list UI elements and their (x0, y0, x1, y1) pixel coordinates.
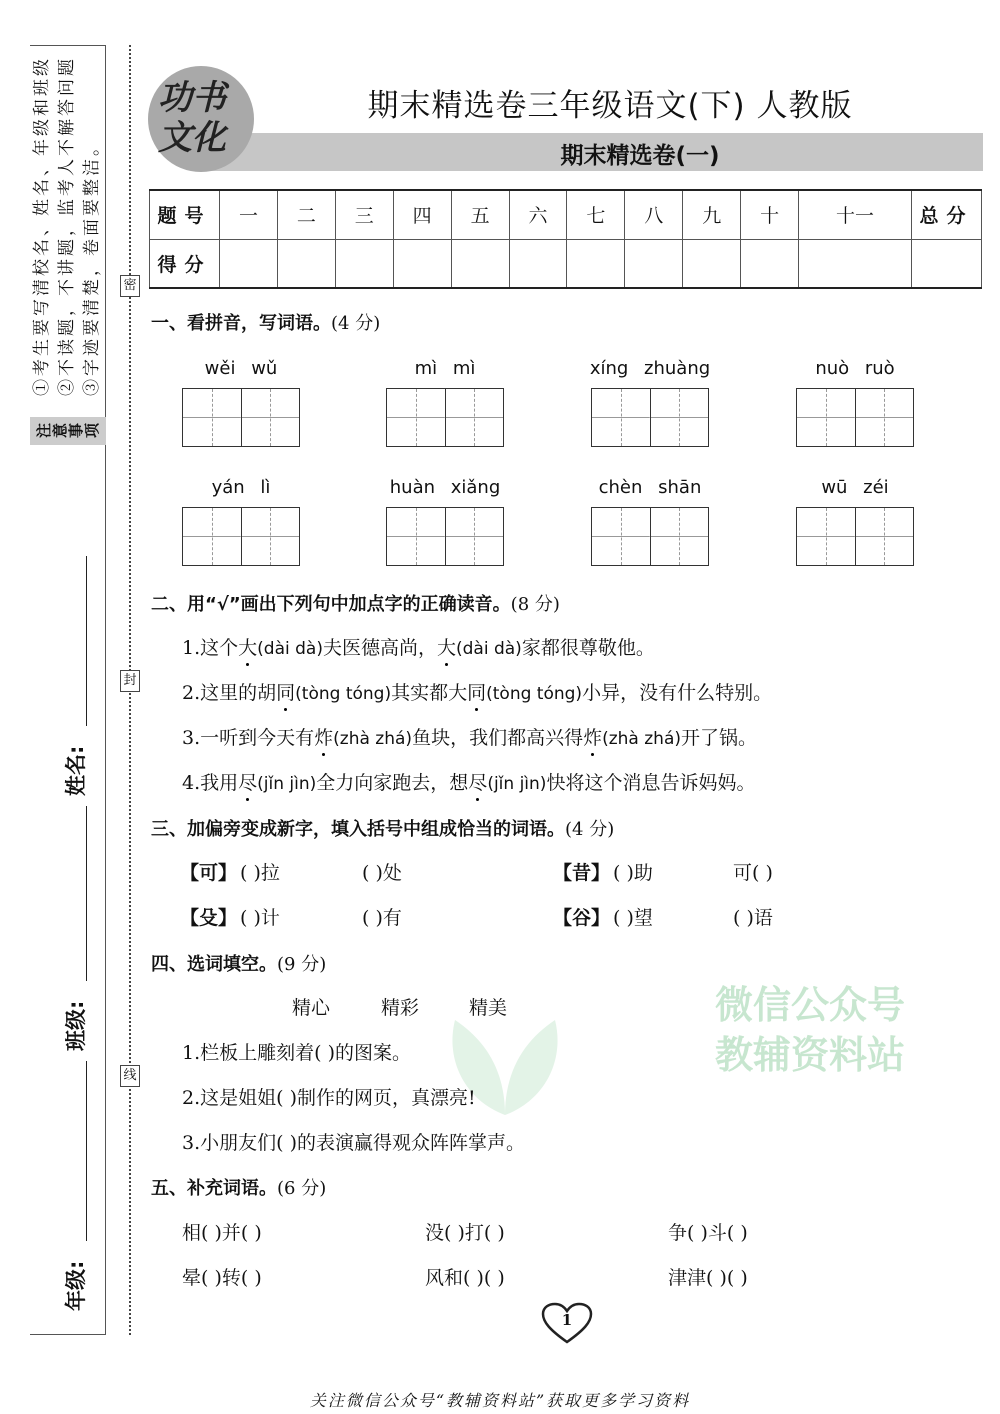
col-header: 二 (277, 190, 335, 239)
page-subtitle: 期末精选卷(一) (560, 143, 720, 169)
grid-cell[interactable] (651, 508, 709, 565)
score-cell[interactable] (220, 239, 278, 288)
grid-cell[interactable] (387, 389, 446, 446)
fill-blank[interactable]: ( )计 (240, 907, 280, 929)
publisher-logo (148, 66, 254, 172)
col-header: 九 (683, 190, 741, 239)
grid-cell[interactable] (183, 508, 242, 565)
pinyin-prompt: mì mì (414, 358, 476, 379)
sentence-text: 4.我用 (182, 772, 239, 794)
grid-cell[interactable] (446, 389, 504, 446)
pinyin-prompt: xíng zhuàng (589, 358, 711, 379)
word-option: 精心 (292, 997, 331, 1019)
fill-blank[interactable]: ( )处 (362, 862, 402, 884)
writing-grid[interactable] (182, 507, 300, 566)
section-5-title (151, 1174, 326, 1200)
pinyin-choice[interactable]: (zhà zhá) (333, 729, 413, 749)
radical-key: 【殳】 (180, 907, 238, 929)
col-header: 一 (220, 190, 278, 239)
grid-cell[interactable] (856, 508, 914, 565)
name-input-line[interactable] (86, 556, 87, 726)
dotted-char: 同 (276, 682, 296, 704)
footer-note: 关注微信公众号“教辅资料站”获取更多学习资料 (309, 1391, 691, 1410)
score-table (149, 189, 982, 289)
pinyin-choice[interactable]: (dài dà) (456, 639, 522, 659)
writing-grid[interactable] (591, 507, 709, 566)
note-2: ②不读题，不讲题，监考人不解答问题 (57, 56, 77, 396)
grade-input-line[interactable] (86, 1061, 87, 1241)
pinyin-prompt: huàn xiǎng (389, 477, 501, 498)
grid-cell[interactable] (242, 389, 300, 446)
section-title-text: 四、选词填空。 (151, 954, 277, 975)
sentence-text: 小异，没有什么特别。 (582, 682, 773, 704)
col-header: 三 (335, 190, 393, 239)
radical-key: 【谷】 (553, 907, 611, 929)
score-cell[interactable] (625, 239, 683, 288)
grid-cell[interactable] (797, 389, 856, 446)
grid-cell[interactable] (183, 389, 242, 446)
dotted-char: 炸 (314, 727, 334, 749)
fill-blank[interactable]: ( )望 (613, 907, 653, 929)
fill-blank[interactable]: ( )助 (613, 862, 653, 884)
radical-key: 【昔】 (553, 862, 611, 884)
grade-label: 年级: (64, 1260, 88, 1311)
notes-label: 注意事项 (30, 417, 106, 445)
grid-cell[interactable] (856, 389, 914, 446)
name-label: 姓名: (64, 745, 88, 796)
fill-blank[interactable]: ( )语 (733, 907, 773, 929)
col-header: 十 (741, 190, 799, 239)
fill-sentence[interactable]: 2.这是姐姐( )制作的网页，真漂亮! (182, 1087, 476, 1109)
class-input-line[interactable] (86, 806, 87, 981)
page-title: 期末精选卷三年级语文(下) 人教版 (367, 88, 853, 124)
row-label: 得分 (150, 239, 220, 288)
grid-cell[interactable] (651, 389, 709, 446)
grid-cell[interactable] (592, 508, 651, 565)
dotted-char: 尽 (238, 772, 258, 794)
pinyin-choice[interactable]: (jǐn jìn) (257, 774, 317, 794)
dotted-char: 尽 (468, 772, 488, 794)
watermark-line-1: 微信公众号 (714, 983, 905, 1027)
grid-cell[interactable] (242, 508, 300, 565)
score-cell[interactable] (335, 239, 393, 288)
pinyin-choice[interactable]: (dài dà) (257, 639, 323, 659)
grid-cell[interactable] (797, 508, 856, 565)
sentence-text: 快将这个消息告诉妈妈。 (546, 772, 756, 794)
score-cell[interactable] (451, 239, 509, 288)
watermark (680, 980, 940, 1080)
section-points: (6 分) (277, 1178, 327, 1199)
score-cell[interactable] (277, 239, 335, 288)
col-header: 六 (509, 190, 567, 239)
word-option: 精美 (469, 997, 508, 1019)
section-1-title (151, 309, 380, 335)
pinyin-choice[interactable]: (tòng tóng) (486, 684, 583, 704)
pinyin-choice[interactable]: (tòng tóng) (295, 684, 392, 704)
section-points: (4 分) (565, 819, 615, 840)
idiom-blank[interactable]: 风和( )( ) (425, 1267, 505, 1289)
table-row (150, 190, 982, 239)
section-title-text: 三、加偏旁变成新字，填入括号中组成恰当的词语。 (151, 819, 565, 840)
section-title-text: 二、用“√”画出下列句中加点字的正确读音。 (151, 594, 511, 615)
section-points: (4 分) (331, 313, 381, 334)
logo-line-1: 功书 (158, 78, 226, 118)
sentence-text: 鱼块，我们都高兴得 (412, 727, 584, 749)
pinyin-prompt: chèn shān (598, 477, 702, 498)
score-cell[interactable] (799, 239, 912, 288)
grid-cell[interactable] (387, 508, 446, 565)
col-header: 八 (625, 190, 683, 239)
score-cell[interactable] (393, 239, 451, 288)
idiom-blank[interactable]: 晕( )转( ) (182, 1267, 262, 1289)
sentence-text: 其实都大 (391, 682, 468, 704)
sentence-text: 1.这个 (182, 637, 239, 659)
sentence-text: 2.这里的胡 (182, 682, 277, 704)
section-points: (8 分) (510, 594, 560, 615)
section-title-text: 五、补充词语。 (151, 1178, 277, 1199)
idiom-blank[interactable]: 津津( )( ) (668, 1267, 748, 1289)
writing-grid[interactable] (591, 388, 709, 447)
idiom-blank[interactable]: 争( )斗( ) (668, 1222, 748, 1244)
seal-feng: 封 (120, 670, 140, 692)
col-header: 十一 (799, 190, 912, 239)
score-cell[interactable] (567, 239, 625, 288)
section-4-title (151, 950, 326, 976)
dotted-char: 大 (436, 637, 456, 659)
grid-cell[interactable] (446, 508, 504, 565)
table-row (150, 239, 982, 288)
score-cell[interactable] (683, 239, 741, 288)
score-cell[interactable] (912, 239, 982, 288)
sentence-text: 全力向家跑去，想 (316, 772, 469, 794)
logo-line-2: 文化 (158, 118, 226, 158)
question-line (182, 768, 755, 795)
fill-sentence[interactable]: 1.栏板上雕刻着( )的图案。 (182, 1042, 411, 1064)
score-cell[interactable] (741, 239, 799, 288)
note-3: ③字迹要清楚，卷面要整洁。 (82, 136, 102, 396)
col-header: 五 (451, 190, 509, 239)
pinyin-choice[interactable]: (jǐn jìn) (487, 774, 547, 794)
fill-sentence[interactable]: 3.小朋友们( )的表演赢得观众阵阵掌声。 (182, 1132, 525, 1154)
idiom-blank[interactable]: 相( )并( ) (182, 1222, 262, 1244)
section-title-text: 一、看拼音，写词语。 (151, 313, 331, 334)
question-line (182, 678, 772, 705)
fill-blank[interactable]: ( )拉 (240, 862, 280, 884)
row-label: 题号 (150, 190, 220, 239)
writing-grid[interactable] (386, 388, 504, 447)
score-cell[interactable] (509, 239, 567, 288)
question-line (182, 723, 757, 750)
pinyin-prompt: nuò ruò (815, 358, 895, 379)
sentence-text: 开了锅。 (681, 727, 758, 749)
col-header: 总分 (912, 190, 982, 239)
seal-mi: 密 (120, 275, 140, 297)
class-label: 班级: (64, 1000, 88, 1051)
writing-grid[interactable] (182, 388, 300, 447)
idiom-blank[interactable]: 没( )打( ) (425, 1222, 505, 1244)
student-info-sidebar (30, 45, 106, 1335)
radical-key: 【可】 (180, 862, 238, 884)
sentence-text: 3.一听到今天有 (182, 727, 315, 749)
page-number: 1 (561, 1311, 573, 1329)
writing-grid[interactable] (386, 507, 504, 566)
section-points: (9 分) (277, 954, 327, 975)
note-1: ①考生要写清校名、姓名、年级和班级 (32, 56, 52, 396)
pinyin-prompt: yán lì (211, 477, 271, 498)
sentence-text: 夫医德高尚， (322, 637, 437, 659)
col-header: 七 (567, 190, 625, 239)
sentence-text: 家都很尊敬他。 (521, 637, 655, 659)
dotted-char: 同 (467, 682, 487, 704)
dotted-char: 大 (238, 637, 258, 659)
dotted-char: 炸 (583, 727, 603, 749)
section-3-title (151, 815, 614, 841)
pinyin-prompt: wū zéi (821, 477, 889, 498)
question-line (182, 633, 655, 660)
section-2-title (151, 590, 560, 616)
pinyin-choice[interactable]: (zhà zhá) (602, 729, 681, 749)
fill-blank[interactable]: ( )有 (362, 907, 402, 929)
page-number-badge (540, 1302, 594, 1346)
fill-blank[interactable]: 可( ) (733, 862, 773, 884)
writing-grid[interactable] (796, 507, 914, 566)
watermark-line-2: 教辅资料站 (714, 1033, 905, 1077)
col-header: 四 (393, 190, 451, 239)
word-option: 精彩 (381, 997, 420, 1019)
pinyin-prompt: wěi wǔ (204, 358, 278, 379)
seal-xian: 线 (120, 1065, 140, 1087)
writing-grid[interactable] (796, 388, 914, 447)
grid-cell[interactable] (592, 389, 651, 446)
